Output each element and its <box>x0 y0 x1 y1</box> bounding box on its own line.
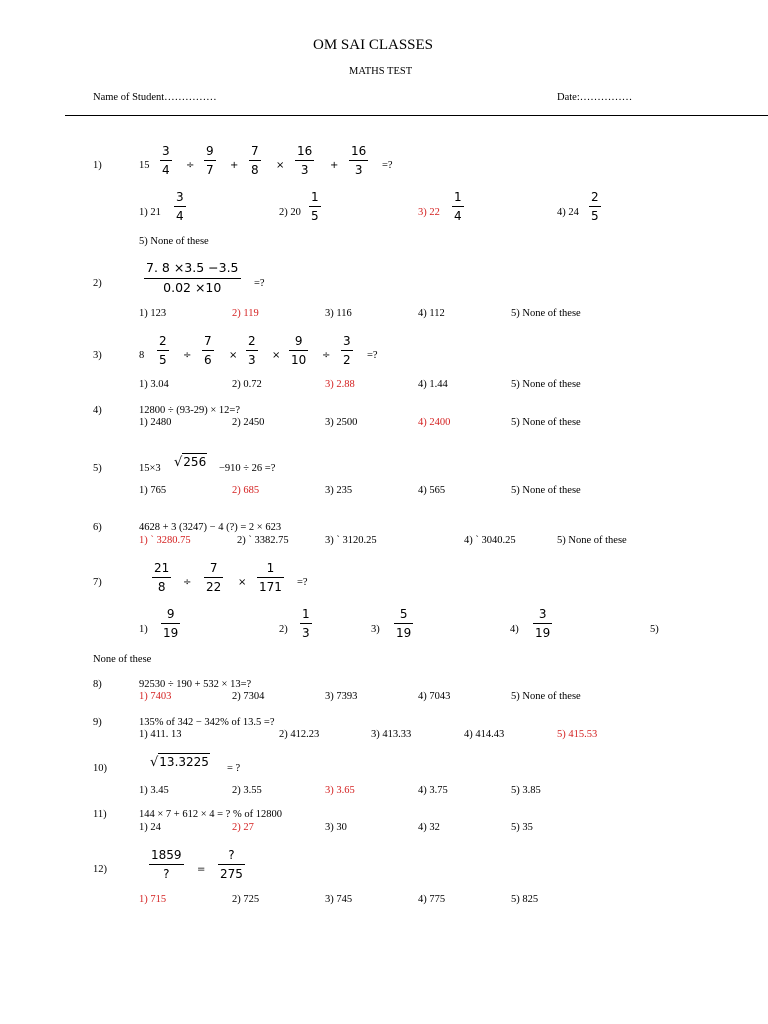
student-name-label: Name of Student…………… <box>93 92 217 103</box>
option-2: 2) 7304 <box>232 691 265 702</box>
option-2: 2) 3.55 <box>232 785 262 796</box>
header-divider <box>65 115 768 116</box>
numerator: 7. 8 ×3.5 −3.5 <box>146 260 239 275</box>
option-2: 2) 412.23 <box>279 729 320 740</box>
denominator: 3 <box>248 353 256 367</box>
fraction <box>341 335 353 366</box>
operator: + <box>230 160 239 171</box>
option-4: 4) ` 3040.25 <box>464 535 516 546</box>
option-5: 5) None of these <box>511 417 581 428</box>
option-2-answer: 2) 27 <box>232 822 254 833</box>
question-number: 8) <box>93 679 102 690</box>
option-1: 1) 765 <box>139 485 167 496</box>
option-4: 4) 1.44 <box>418 379 448 390</box>
option-5: 5) None of these <box>511 379 581 390</box>
fraction <box>533 608 552 639</box>
option-3-answer: 3) 2.88 <box>325 379 355 390</box>
option-1: 1) 3.04 <box>139 379 169 390</box>
fraction <box>349 145 368 176</box>
operator: + <box>330 160 339 171</box>
fraction <box>452 191 464 222</box>
equals-question: =? <box>297 577 308 588</box>
fraction <box>300 608 312 639</box>
numerator: 1 <box>311 190 319 204</box>
fraction <box>149 849 184 880</box>
question-number: 4) <box>93 405 102 416</box>
numerator: 7 <box>251 144 259 158</box>
numerator: 9 <box>294 334 303 348</box>
equals-question: =? <box>254 278 265 289</box>
question-text: 12800 ÷ (93-29) × 12=? <box>139 405 241 416</box>
option-5: 5) None of these <box>511 485 581 496</box>
denominator: 22 <box>206 580 222 594</box>
denominator: 5 <box>311 209 319 223</box>
option-4-answer: 4) 2400 <box>418 417 451 428</box>
denominator: 3 <box>354 163 363 177</box>
fraction <box>160 145 172 176</box>
operator: × <box>272 350 281 361</box>
numerator: 1 <box>454 190 462 204</box>
option-5: 5) None of these <box>557 535 627 546</box>
question-number: 11) <box>93 809 107 820</box>
denominator: 4 <box>454 209 462 223</box>
numerator: 1859 <box>151 848 182 862</box>
numerator: ? <box>228 848 235 862</box>
fraction <box>204 145 216 176</box>
date-label: Date:…………… <box>557 92 633 103</box>
denominator: 5 <box>591 209 599 223</box>
option-4: 4) <box>510 624 519 635</box>
operator: × <box>229 350 238 361</box>
question-number: 7) <box>93 577 102 588</box>
option-5: 5) None of these <box>139 236 209 247</box>
square-root <box>174 456 207 469</box>
equals-question: =? <box>367 350 378 361</box>
fraction <box>204 562 223 593</box>
option-3-answer: 3) 22 <box>418 207 440 218</box>
denominator: 19 <box>396 626 412 640</box>
option-5: 5) 3.85 <box>511 785 541 796</box>
option-4: 4) 414.43 <box>464 729 505 740</box>
numerator: 16 <box>297 144 313 158</box>
option-5: 5) 825 <box>511 894 539 905</box>
option-1-answer: 1) ` 3280.75 <box>139 535 191 546</box>
fraction <box>295 145 314 176</box>
square-root <box>150 756 210 769</box>
fraction <box>174 191 186 222</box>
denominator: 19 <box>163 626 179 640</box>
denominator: 19 <box>535 626 551 640</box>
page-title: OM SAI CLASSES <box>313 37 434 53</box>
denominator: 8 <box>157 580 166 594</box>
option-5-answer: 5) 415.53 <box>557 729 598 740</box>
option-1: 1) 123 <box>139 308 167 319</box>
fraction <box>309 191 321 222</box>
fraction <box>218 849 245 880</box>
fraction <box>249 145 261 176</box>
question-number: 3) <box>93 350 102 361</box>
option-2-answer: 2) 119 <box>232 308 259 319</box>
radical-sign: √ <box>174 455 183 470</box>
question-text: 135% of 342 − 342% of 13.5 =? <box>139 717 275 728</box>
option-1: 1) 21 <box>139 207 161 218</box>
option-1-answer: 1) 7403 <box>139 691 172 702</box>
denominator: 0.02 ×10 <box>163 279 222 295</box>
option-4: 4) 32 <box>418 822 440 833</box>
denominator: 4 <box>162 163 170 177</box>
option-5: 5) <box>650 624 659 635</box>
numerator: 3 <box>538 607 547 621</box>
numerator: 3 <box>176 190 184 204</box>
denominator: 7 <box>206 163 214 177</box>
question-text: 4628 + 3 (3247) − 4 (?) = 2 × 623 <box>139 522 282 533</box>
question-number: 2) <box>93 278 102 289</box>
option-3: 3) 2500 <box>325 417 358 428</box>
numerator: 1 <box>302 607 310 621</box>
option-4: 4) 3.75 <box>418 785 448 796</box>
denominator: 3 <box>300 163 309 177</box>
question-text: 144 × 7 + 612 × 4 = ? % of 12800 <box>139 809 282 820</box>
radical-sign: √ <box>150 755 159 770</box>
option-2: 2) 725 <box>232 894 260 905</box>
option-2: 2) 20 <box>279 207 301 218</box>
option-3: 3) 7393 <box>325 691 358 702</box>
denominator: 3 <box>302 626 310 640</box>
numerator: 2 <box>248 334 256 348</box>
option-4: 4) 112 <box>418 308 445 319</box>
option-5: 5) None of these <box>511 308 581 319</box>
numerator: 7 <box>204 334 212 348</box>
fraction <box>394 608 413 639</box>
option-4: 4) 565 <box>418 485 446 496</box>
option-2: 2) <box>279 624 288 635</box>
option-5: 5) None of these <box>511 691 581 702</box>
denominator: 8 <box>251 163 259 177</box>
option-2: 2) ` 3382.75 <box>237 535 289 546</box>
equals-question: = ? <box>227 763 241 774</box>
option-3: 3) 745 <box>325 894 353 905</box>
radicand: 256 <box>183 455 207 469</box>
option-3: 3) 116 <box>325 308 352 319</box>
fraction <box>589 191 601 222</box>
option-3: 3) 413.33 <box>371 729 412 740</box>
question-number: 9) <box>93 717 102 728</box>
operator: × <box>276 160 285 171</box>
fraction-expression <box>144 262 241 294</box>
equals-sign: = <box>197 864 206 875</box>
numerator: 9 <box>166 607 175 621</box>
numerator: 5 <box>399 607 408 621</box>
question-number: 10) <box>93 763 107 774</box>
question-number: 12) <box>93 864 107 875</box>
option-2-answer: 2) 685 <box>232 485 260 496</box>
fraction <box>202 335 214 366</box>
fraction <box>157 335 169 366</box>
denominator: 171 <box>259 580 282 594</box>
numerator: 16 <box>351 144 367 158</box>
fraction <box>152 562 171 593</box>
option-1: 1) 3.45 <box>139 785 169 796</box>
option-3-answer: 3) 3.65 <box>325 785 355 796</box>
denominator: 2 <box>343 353 351 367</box>
option-4: 4) 7043 <box>418 691 451 702</box>
option-4: 4) 24 <box>557 207 579 218</box>
numerator: 1 <box>266 561 275 575</box>
option-1: 1) <box>139 624 148 635</box>
numerator: 3 <box>162 144 170 158</box>
operator: ÷ <box>183 350 192 361</box>
option-1: 1) 411. 13 <box>139 729 182 740</box>
option-2: 2) 0.72 <box>232 379 262 390</box>
numerator: 9 <box>206 144 214 158</box>
option-1: 1) 24 <box>139 822 161 833</box>
option-3: 3) 235 <box>325 485 353 496</box>
option-3: 3) <box>371 624 380 635</box>
question-number: 1) <box>93 160 102 171</box>
denominator: 4 <box>176 209 184 223</box>
numerator: 2 <box>159 334 167 348</box>
fraction <box>161 608 180 639</box>
option-3: 3) 30 <box>325 822 347 833</box>
option-1-answer: 1) 715 <box>139 894 167 905</box>
question-number: 6) <box>93 522 102 533</box>
numerator: 7 <box>209 561 218 575</box>
denominator: 6 <box>204 353 212 367</box>
numerator: 3 <box>343 334 351 348</box>
numerator: 21 <box>154 561 170 575</box>
expression-prefix: 15×3 <box>139 463 161 474</box>
denominator: 10 <box>291 353 307 367</box>
whole-number: 15 <box>139 160 150 171</box>
denominator: 5 <box>159 353 167 367</box>
fraction <box>289 335 308 366</box>
whole-number: 8 <box>139 350 145 361</box>
fraction <box>246 335 258 366</box>
operator: ÷ <box>186 160 195 171</box>
denominator: ? <box>163 867 170 881</box>
operator: ÷ <box>183 577 192 588</box>
option-5-text: None of these <box>93 654 152 665</box>
expression-suffix: −910 ÷ 26 =? <box>219 463 276 474</box>
radicand: 13.3225 <box>159 755 209 769</box>
fraction <box>257 562 284 593</box>
operator: × <box>238 577 247 588</box>
option-2: 2) 2450 <box>232 417 265 428</box>
question-text: 92530 ÷ 190 + 532 × 13=? <box>139 679 252 690</box>
option-1: 1) 2480 <box>139 417 172 428</box>
option-4: 4) 775 <box>418 894 446 905</box>
page-subtitle: MATHS TEST <box>349 66 413 77</box>
question-number: 5) <box>93 463 102 474</box>
option-5: 5) 35 <box>511 822 533 833</box>
equals-question: =? <box>382 160 393 171</box>
denominator: 275 <box>220 867 243 881</box>
operator: ÷ <box>322 350 331 361</box>
numerator: 2 <box>591 190 599 204</box>
option-3: 3) ` 3120.25 <box>325 535 377 546</box>
